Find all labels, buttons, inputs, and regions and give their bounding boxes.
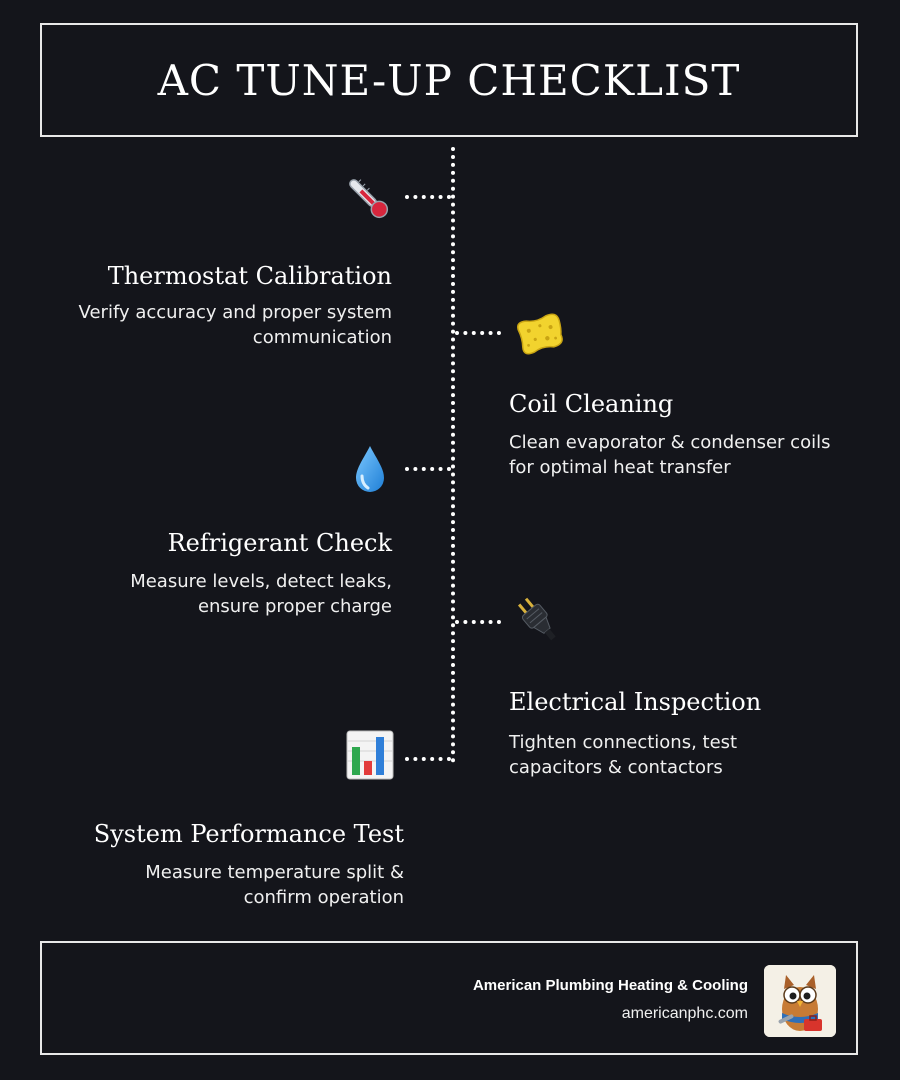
- item-desc-electrical: [509, 730, 879, 780]
- item-desc-thermostat: [32, 300, 392, 350]
- website-link[interactable]: americanphc.com: [621, 1005, 748, 1022]
- page-title: AC TUNE-UP CHECKLIST: [157, 55, 741, 105]
- item-title-electrical: Electrical Inspection: [509, 688, 762, 716]
- desc-line: for optimal heat transfer: [509, 457, 731, 478]
- item-title-thermostat: Thermostat Calibration: [107, 262, 392, 290]
- connector-refrigerant: [405, 467, 451, 471]
- item-title-coil: Coil Cleaning: [509, 390, 674, 418]
- company-name: American Plumbing Heating & Cooling: [472, 977, 748, 994]
- owl-mascot-logo: [764, 965, 836, 1037]
- desc-line: Tighten connections, test: [509, 732, 738, 753]
- desc-line: capacitors & contactors: [509, 757, 723, 778]
- thermometer-icon: [340, 170, 396, 226]
- item-desc-refrigerant: [32, 569, 392, 619]
- connector-coil: [455, 331, 501, 335]
- item-desc-coil: [509, 430, 879, 480]
- footer-banner: [40, 941, 858, 1055]
- desc-line: ensure proper charge: [197, 596, 392, 617]
- desc-line: Clean evaporator & condenser coils: [509, 432, 831, 453]
- item-desc-performance: [44, 860, 404, 910]
- timeline-spine: [451, 147, 455, 763]
- electric-plug-icon: [510, 592, 566, 648]
- droplet-icon: [342, 442, 398, 498]
- item-title-performance: System Performance Test: [93, 820, 404, 848]
- title-banner: [40, 23, 858, 137]
- sponge-icon: [512, 306, 568, 362]
- connector-electrical: [455, 620, 501, 624]
- item-title-refrigerant: Refrigerant Check: [167, 529, 392, 557]
- bar-chart-icon: [342, 727, 398, 783]
- desc-line: confirm operation: [243, 887, 404, 908]
- desc-line: Verify accuracy and proper system: [78, 302, 392, 323]
- desc-line: Measure temperature split &: [145, 862, 404, 883]
- connector-performance: [405, 757, 451, 761]
- connector-thermostat: [405, 195, 451, 199]
- desc-line: Measure levels, detect leaks,: [130, 571, 392, 592]
- desc-line: communication: [252, 327, 392, 348]
